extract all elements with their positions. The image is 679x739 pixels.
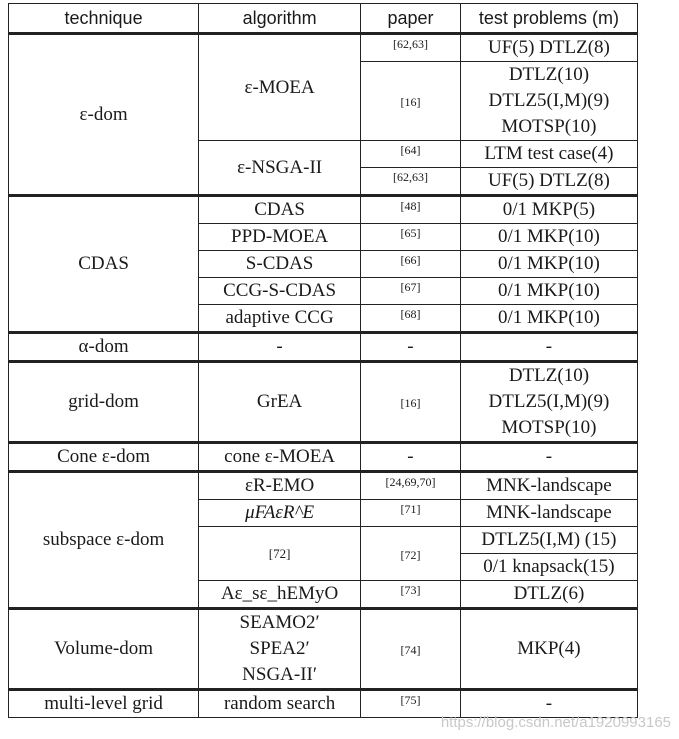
table-row <box>9 472 638 500</box>
test-cell: MNK-landscape <box>460 472 637 500</box>
header-row <box>9 4 638 34</box>
algorithm-cell: cone ε-MOEA <box>199 443 361 472</box>
paper-cell: [67] <box>361 278 461 305</box>
algorithm-line: SEAMO2′ <box>239 612 320 633</box>
test-line: DTLZ(10) <box>508 365 590 386</box>
table-row <box>9 196 638 224</box>
algorithm-cell: ε-NSGA-II <box>199 141 361 196</box>
paper-cell: [72] <box>361 527 461 581</box>
watermark-text: https://blog.csdn.net/a1920993165 <box>440 714 671 731</box>
test-line: DTLZ5(I,M)(9) <box>488 391 610 412</box>
test-cell: 0/1 MKP(10) <box>460 278 637 305</box>
paper-cell: - <box>361 333 461 362</box>
paper-cell: - <box>361 443 461 472</box>
paper-cell: [62,63] <box>361 34 461 62</box>
algorithm-cell <box>199 609 361 690</box>
algorithm-cell: μFAεR^E <box>199 500 361 527</box>
algorithm-line: SPEA2′ <box>249 638 310 659</box>
header-paper: paper <box>361 4 461 34</box>
table-row <box>9 34 638 62</box>
algorithm-cell: adaptive CCG <box>199 305 361 333</box>
test-cell: MNK-landscape <box>460 500 637 527</box>
technique-cell: grid-dom <box>9 362 199 443</box>
technique-cell: Volume-dom <box>9 609 199 690</box>
algorithm-cell: CCG-S-CDAS <box>199 278 361 305</box>
technique-cell: CDAS <box>9 196 199 333</box>
test-cell: LTM test case(4) <box>460 141 637 168</box>
table-row <box>9 609 638 690</box>
paper-cell: [24,69,70] <box>361 472 461 500</box>
test-cell: MKP(4) <box>460 609 637 690</box>
test-cell: 0/1 MKP(10) <box>460 224 637 251</box>
algorithm-cell: random search <box>199 690 361 718</box>
algorithm-cell: εR-EMO <box>199 472 361 500</box>
paper-cell: [62,63] <box>361 168 461 196</box>
test-cell: - <box>460 443 637 472</box>
algorithm-cell: - <box>199 333 361 362</box>
paper-cell: [68] <box>361 305 461 333</box>
test-cell: UF(5) DTLZ(8) <box>460 34 637 62</box>
technique-cell: subspace ε-dom <box>9 472 199 609</box>
test-line: MOTSP(10) <box>501 116 597 137</box>
test-line: MOTSP(10) <box>501 417 597 438</box>
algorithm-line: NSGA-II′ <box>242 664 318 685</box>
table-row <box>9 443 638 472</box>
header-algorithm: algorithm <box>199 4 361 34</box>
algorithm-cell: CDAS <box>199 196 361 224</box>
test-cell: 0/1 MKP(10) <box>460 251 637 278</box>
algorithm-cell: PPD-MOEA <box>199 224 361 251</box>
test-cell <box>460 362 637 443</box>
test-line: DTLZ5(I,M)(9) <box>488 90 610 111</box>
algorithm-cell: GrEA <box>199 362 361 443</box>
algorithm-cell: ε-MOEA <box>199 34 361 141</box>
header-technique: technique <box>9 4 199 34</box>
test-cell: DTLZ(6) <box>460 581 637 609</box>
paper-cell: [74] <box>361 609 461 690</box>
algorithm-cell: [72] <box>199 527 361 581</box>
comparison-table <box>8 3 638 718</box>
paper-cell: [16] <box>361 362 461 443</box>
table-row <box>9 362 638 443</box>
paper-cell: [16] <box>361 62 461 141</box>
paper-cell: [75] <box>361 690 461 718</box>
technique-cell: α-dom <box>9 333 199 362</box>
algorithm-cell: S-CDAS <box>199 251 361 278</box>
test-cell: - <box>460 690 637 718</box>
paper-cell: [71] <box>361 500 461 527</box>
technique-cell: ε-dom <box>9 34 199 196</box>
header-test-problems: test problems (m) <box>460 4 637 34</box>
test-cell <box>460 62 637 141</box>
test-cell: 0/1 knapsack(15) <box>460 554 637 581</box>
test-cell: 0/1 MKP(10) <box>460 305 637 333</box>
test-cell: - <box>460 333 637 362</box>
paper-cell: [64] <box>361 141 461 168</box>
technique-cell: Cone ε-dom <box>9 443 199 472</box>
algorithm-cell: Aε_sε_hEMyO <box>199 581 361 609</box>
technique-cell: multi-level grid <box>9 690 199 718</box>
paper-cell: [48] <box>361 196 461 224</box>
paper-cell: [65] <box>361 224 461 251</box>
table-row <box>9 333 638 362</box>
test-cell: UF(5) DTLZ(8) <box>460 168 637 196</box>
test-cell: DTLZ5(I,M) (15) <box>460 527 637 554</box>
paper-cell: [66] <box>361 251 461 278</box>
paper-cell: [73] <box>361 581 461 609</box>
test-line: DTLZ(10) <box>508 64 590 85</box>
test-cell: 0/1 MKP(5) <box>460 196 637 224</box>
